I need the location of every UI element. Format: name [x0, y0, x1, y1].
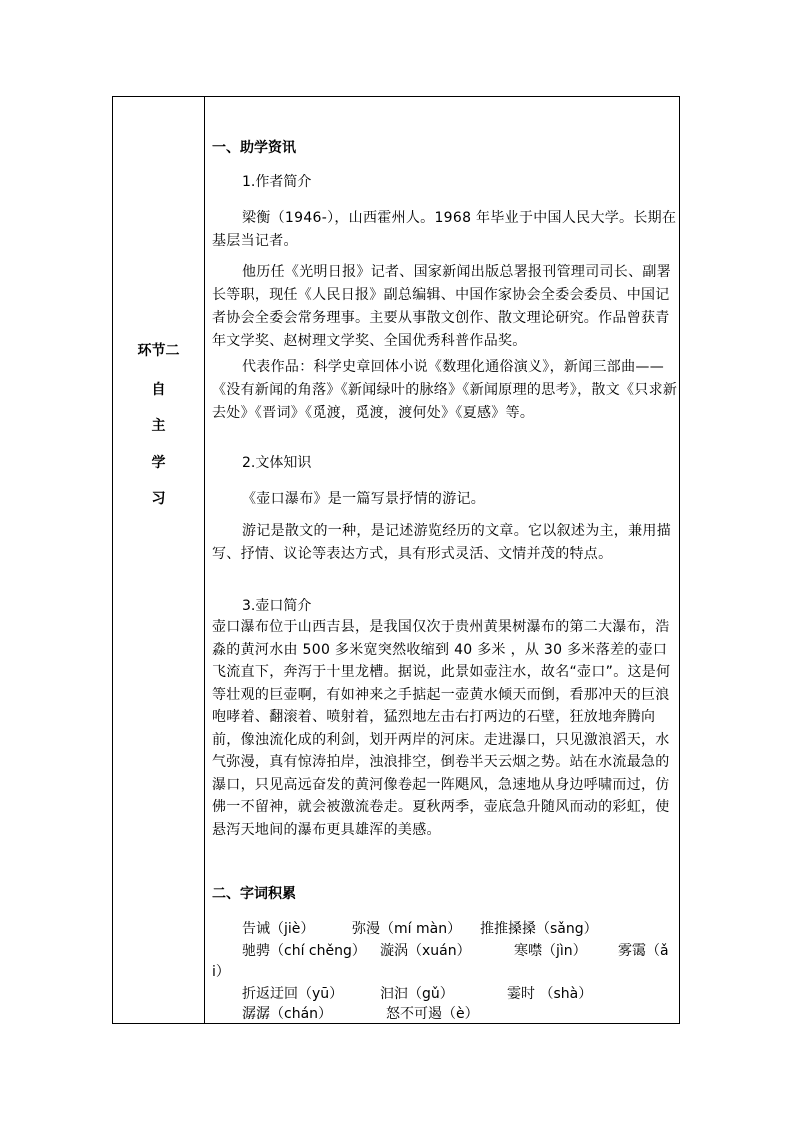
representative-works-paragraph: 代表作品：科学史章回体小说《数理化通俗演义》，新闻三部曲——《没有新闻的角落》《新闻绿叶的脉络》《新闻原理的思考》，散文《只求新去处》《晋词》《觅渡，觅渡，渡何处》《夏感》等。 [212, 359, 678, 421]
vocab-item: 霎时 （shà） [507, 986, 593, 1002]
author-career-paragraph: 他历任《光明日报》记者、国家新闻出版总署报刊管理司司长、副署长等职，现任《人民日报》副总编辑、中国作家协会全委会委员、中国记者协会全委会常务理事。主要从事散文创作、散文理论研究。作品曾获青年文学奖、赵树理文学奖、全国优秀科普作品奖。 [212, 264, 671, 349]
section-heading-vocab: 二、字词积累 [212, 886, 296, 902]
vocab-item: 漩涡（xuán） [380, 943, 471, 959]
stage-char-2: 主 [151, 418, 166, 434]
vocab-item: 潺潺（chán） [242, 1006, 333, 1022]
vocab-item: 推推搡搡（sǎng） [480, 921, 598, 937]
vocab-item-wrap: i） [212, 964, 230, 980]
stage-char-3: 学 [151, 455, 166, 471]
vocab-item: 告诫（jiè） [242, 921, 315, 937]
vocab-item: 驰骋（chí chěng） [242, 943, 366, 959]
vocab-item: 折返迂回（yū） [242, 986, 344, 1002]
stage-label: 环节二 [137, 343, 180, 359]
stage-char-4: 习 [151, 491, 166, 507]
subheading-genre: 2.文体知识 [242, 455, 312, 471]
subheading-author: 1.作者简介 [242, 174, 312, 190]
vocab-item: 雾霭（ǎ [618, 943, 669, 959]
author-intro-paragraph: 梁衡（1946-），山西霍州人。1968 年毕业于中国人民大学。长期在基层当记者。 [212, 210, 677, 249]
vocab-item: 怒不可遏（è） [386, 1006, 479, 1022]
column-divider [204, 96, 205, 1024]
stage-char-1: 自 [151, 382, 166, 398]
vocab-item: 弥漫（mí màn） [352, 921, 462, 937]
vocab-item: 汩汩（gǔ） [380, 986, 454, 1002]
genre-paragraph-1: 《壶口瀑布》是一篇写景抒情的游记。 [242, 491, 486, 507]
genre-paragraph-2: 游记是散文的一种，是记述游览经历的文章。它以叙述为主，兼用描写、抒情、议论等表达方式，具有形式灵活、文情并茂的特点。 [212, 523, 671, 562]
hukou-intro-paragraph: 壶口瀑布位于山西吉县，是我国仅次于贵州黄果树瀑布的第二大瀑布，浩淼的黄河水由 500 多米宽突然收缩到 40 多米 ，从 30 多米落差的壶口飞流直下，奔泻于十里龙槽。据说，此景如壶注水，故名“壶口”。这是何等壮观的巨壶啊，有如神来之手掂起一壶黄水倾天而倒，看那冲天的巨浪咆哮着、翻滚着、喷射着，猛烈地左击右打两边的石壁，狂放地奔腾向前，像浊流化成的利剑，划开两岸的河床。走进瀑口，只见激浪滔天，水气弥漫，真有惊涛拍岸，浊浪排空，倒卷半天云烟之势。站在水流最急的瀑口，只见高远奋发的黄河像卷起一阵飓风，急速地从身边呼啸而过，仿佛一不留神，就会被激流卷走。夏秋两季，壶底急升随风而动的彩虹，使悬泻天地间的瀑布更具雄浑的美感。 [212, 619, 671, 838]
subheading-hukou: 3.壶口简介 [242, 598, 312, 614]
section-heading-info: 一、助学资讯 [212, 140, 296, 156]
vocab-item: 寒噤（jìn） [514, 943, 587, 959]
